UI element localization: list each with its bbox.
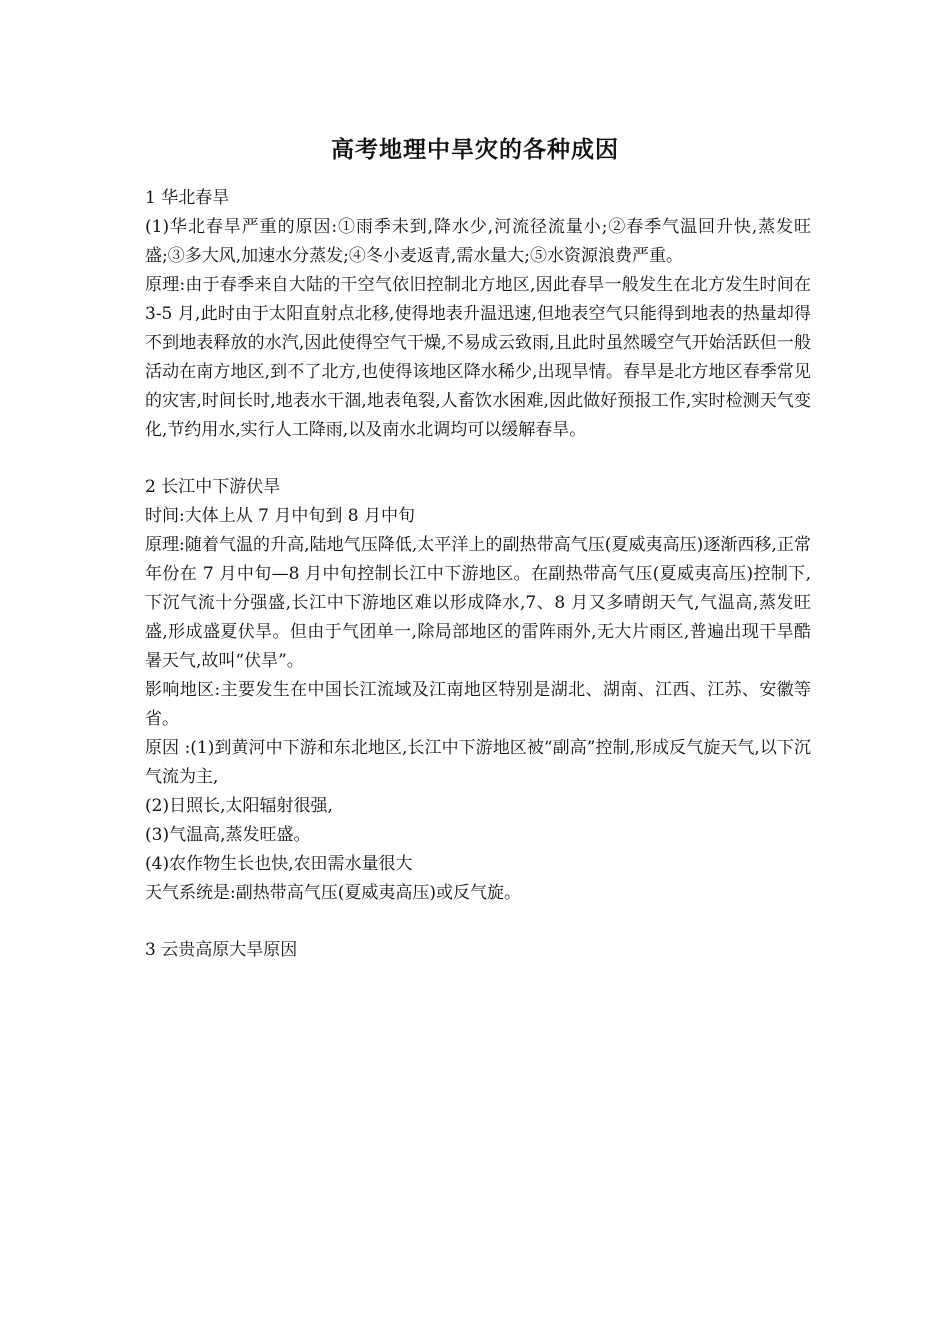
section-2-weather-system: 天气系统是:副热带高气压(夏威夷高压)或反气旋。 xyxy=(145,883,521,903)
section-2-principle: 原理:随着气温的升高,陆地气压降低,太平洋上的副热带高气压(夏威夷高压)逐渐西移,正常年份在 7 月中旬—8 月中旬控制长江中下游地区。在副热带高气压(夏威夷高压)控制下,下沉气流十分强盛,长江中下游地区难以形成降水,7、8 月又多晴朗天气,气温高,蒸发旺盛,形成盛夏伏旱。但由于气团单一,除局部地区的雷阵雨外,无大片雨区,普遍出现干旱酷暑天气,故叫“伏旱”。 xyxy=(145,535,811,671)
section-1-cause: (1)华北春旱严重的原因:①雨季未到,降水少,河流径流量小;②春季气温回升快,蒸发旺盛;③多大风,加速水分蒸发;④冬小麦返青,需水量大;⑤水资源浪费严重。 xyxy=(145,217,811,266)
section-2-reason-3: (3)气温高,蒸发旺盛。 xyxy=(145,825,311,845)
section-2-heading: 2 长江中下游伏旱 xyxy=(145,477,281,497)
section-2-affected-areas: 影响地区:主要发生在中国长江流域及江南地区特别是湖北、湖南、江西、江苏、安徽等省。 xyxy=(145,680,811,729)
document-body xyxy=(145,184,811,965)
section-1-heading: 1 华北春旱 xyxy=(145,188,230,208)
section-1-principle: 原理:由于春季来自大陆的干空气依旧控制北方地区,因此春旱一般发生在北方发生时间在 3-5 月,此时由于太阳直射点北移,使得地表升温迅速,但地表空气只能得到地表的热量却得不到地表释放的水汽,因此使得空气干燥,不易成云致雨,且此时虽然暖空气开始活跃但一般活动在南方地区,到不了北方,也使得该地区降水稀少,出现旱情。春旱是北方地区春季常见的灾害,时间长时,地表水干涸,地表龟裂,人畜饮水困难,因此做好预报工作,实时检测天气变化,节约用水,实行人工降雨,以及南水北调均可以缓解春旱。 xyxy=(145,275,811,440)
section-2-time: 时间:大体上从 7 月中旬到 8 月中旬 xyxy=(145,506,415,526)
paragraph-gap xyxy=(145,908,811,936)
section-2-reason-4: (4)农作物生长也快,农田需水量很大 xyxy=(145,854,413,874)
section-2-reason-1: 原因 :(1)到黄河中下游和东北地区,长江中下游地区被“副高”控制,形成反气旋天气,以下沉气流为主, xyxy=(145,738,811,787)
section-3-heading: 3 云贵高原大旱原因 xyxy=(145,940,298,960)
document-title: 高考地理中旱灾的各种成因 xyxy=(331,136,619,163)
paragraph-gap xyxy=(145,445,811,473)
section-2-reason-2: (2)日照长,太阳辐射很强, xyxy=(145,796,333,816)
